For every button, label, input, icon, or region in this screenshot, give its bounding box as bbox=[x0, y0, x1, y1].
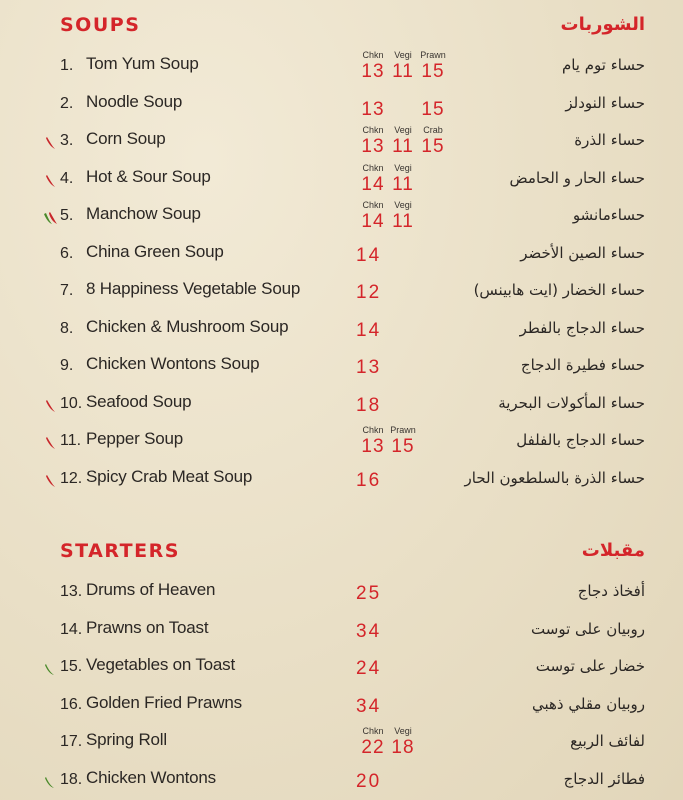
item-name: Noodle Soup bbox=[86, 91, 183, 111]
menu-item-row bbox=[0, 614, 683, 650]
price-value: 15 bbox=[391, 436, 415, 457]
menu-item-row bbox=[0, 125, 683, 161]
price-option-label: Chkn bbox=[362, 125, 384, 135]
price-value: 13 bbox=[356, 357, 382, 378]
item-number: 11. bbox=[60, 432, 82, 449]
price-option bbox=[386, 50, 420, 83]
item-name: Drums of Heaven bbox=[86, 580, 216, 599]
menu-item-row bbox=[0, 88, 683, 124]
price-value: 22 bbox=[361, 737, 385, 758]
item-number: 1. bbox=[60, 57, 74, 74]
price-value: 20 bbox=[356, 770, 382, 792]
green-chili-icon bbox=[44, 661, 56, 675]
price-value: 13 bbox=[361, 98, 385, 120]
price-value: 13 bbox=[361, 136, 385, 157]
price-option-label: Chkn bbox=[362, 425, 384, 435]
price-option bbox=[356, 425, 390, 458]
menu-item-row bbox=[0, 764, 683, 800]
price-option-label: Chkn bbox=[362, 200, 384, 210]
item-name-arabic: حساء الخضار (ايت هابينس) bbox=[473, 281, 645, 299]
item-number: 2. bbox=[60, 94, 74, 112]
price-value: 14 bbox=[356, 319, 382, 341]
price-value: 15 bbox=[421, 61, 445, 82]
item-name-arabic: حساء الذرة bbox=[574, 131, 645, 149]
item-number: 17. bbox=[60, 733, 83, 750]
price-value: 14 bbox=[361, 173, 385, 195]
starters-title: STARTERS bbox=[60, 540, 180, 562]
price-value: 11 bbox=[392, 173, 414, 195]
red-green-chili-icon bbox=[44, 210, 56, 224]
price-option bbox=[416, 88, 450, 121]
green-chili-icon bbox=[44, 774, 56, 788]
price-value: 18 bbox=[391, 737, 415, 758]
price-option bbox=[356, 200, 390, 233]
price-value: 34 bbox=[356, 620, 382, 642]
item-name: Spring Roll bbox=[86, 730, 167, 749]
item-number: 16. bbox=[60, 695, 83, 713]
price-option-label: Vegi bbox=[394, 50, 412, 60]
menu-item-row bbox=[0, 350, 683, 386]
price-value: 24 bbox=[356, 658, 382, 679]
menu-item-row bbox=[0, 576, 683, 612]
item-name-arabic: لفائف الربيع bbox=[570, 732, 645, 750]
item-name: Seafood Soup bbox=[86, 391, 192, 411]
menu-item-row bbox=[0, 425, 683, 461]
price-option bbox=[416, 50, 450, 83]
price-option bbox=[386, 425, 420, 458]
soups-title: SOUPS bbox=[60, 14, 141, 36]
price-option-label: Vegi bbox=[394, 200, 412, 210]
item-name: Chicken & Mushroom Soup bbox=[86, 316, 289, 336]
price-option bbox=[386, 125, 420, 158]
menu-item-row bbox=[0, 163, 683, 199]
item-number: 15. bbox=[60, 658, 83, 675]
price-option-label: Chkn bbox=[362, 162, 384, 173]
item-name-arabic: حساء الدجاج بالفطر bbox=[519, 318, 645, 337]
menu-item-row bbox=[0, 463, 683, 499]
item-name-arabic: فطائر الدجاج bbox=[563, 769, 645, 788]
menu-item-row bbox=[0, 689, 683, 725]
menu-item-row bbox=[0, 388, 683, 424]
item-number: 7. bbox=[60, 282, 74, 299]
item-number: 4. bbox=[60, 169, 74, 187]
price-option bbox=[356, 88, 390, 121]
menu-item-row bbox=[0, 50, 683, 86]
price-option-label: Prawn bbox=[390, 425, 416, 435]
price-value: 13 bbox=[361, 436, 385, 457]
price-option bbox=[386, 200, 420, 233]
item-number: 6. bbox=[60, 244, 74, 262]
price-option bbox=[356, 125, 390, 158]
item-number: 3. bbox=[60, 132, 74, 149]
item-name: China Green Soup bbox=[86, 241, 224, 261]
item-number: 8. bbox=[60, 319, 74, 337]
red-chili-icon bbox=[44, 173, 56, 187]
price-value: 15 bbox=[421, 98, 445, 120]
price-option-label bbox=[386, 88, 420, 99]
item-name-arabic: حساء الدجاج بالفلفل bbox=[516, 431, 645, 449]
menu-item-row bbox=[0, 200, 683, 236]
price-value: 25 bbox=[356, 583, 382, 604]
item-name-arabic: حساء المأكولات البحرية bbox=[498, 393, 645, 412]
price-option-label: Vegi bbox=[394, 726, 412, 736]
item-number: 13. bbox=[60, 583, 83, 600]
price-value: 34 bbox=[356, 695, 382, 717]
item-name: Spicy Crab Meat Soup bbox=[86, 466, 253, 486]
item-name-arabic: حساءمانشو bbox=[572, 206, 645, 224]
item-name-arabic: أفخاذ دجاج bbox=[577, 582, 645, 600]
price-option-label: Chkn bbox=[362, 726, 384, 736]
item-name: Chicken Wontons Soup bbox=[86, 354, 260, 373]
price-option-label: Vegi bbox=[394, 125, 412, 135]
item-name: Manchow Soup bbox=[86, 204, 201, 223]
price-option bbox=[356, 50, 390, 83]
item-number: 5. bbox=[60, 207, 74, 224]
item-name: Tom Yum Soup bbox=[86, 54, 199, 73]
item-name-arabic: خضار على توست bbox=[535, 657, 645, 675]
menu-item-row bbox=[0, 726, 683, 762]
item-name-arabic: حساء الذرة بالسلطعون الحار bbox=[464, 468, 645, 487]
item-name: Vegetables on Toast bbox=[86, 655, 236, 674]
price-value: 14 bbox=[361, 211, 385, 232]
menu-item-row bbox=[0, 313, 683, 349]
price-value: 11 bbox=[392, 61, 414, 82]
price-option bbox=[416, 125, 450, 158]
red-chili-icon bbox=[44, 435, 56, 449]
item-number: 9. bbox=[60, 357, 74, 374]
price-option-label: Chkn bbox=[362, 50, 384, 60]
item-name: 8 Happiness Vegetable Soup bbox=[86, 279, 301, 298]
item-number: 10. bbox=[60, 394, 83, 412]
item-name-arabic: حساء فطيرة الدجاج bbox=[520, 356, 645, 374]
price-option bbox=[386, 88, 420, 99]
price-option-label: Vegi bbox=[394, 162, 412, 173]
item-name-arabic: حساء الصين الأخضر bbox=[520, 243, 645, 262]
price-option bbox=[386, 163, 420, 196]
price-value: 13 bbox=[361, 61, 385, 82]
item-name: Corn Soup bbox=[86, 129, 166, 148]
price-value: 11 bbox=[392, 136, 414, 157]
price-value: 18 bbox=[356, 394, 382, 416]
price-option bbox=[356, 163, 390, 196]
item-name-arabic: حساء الحار و الحامض bbox=[509, 168, 645, 187]
menu-item-row bbox=[0, 275, 683, 311]
price-option bbox=[386, 726, 420, 759]
price-value: 11 bbox=[392, 211, 414, 232]
item-name-arabic: روبيان مقلي ذهبي bbox=[531, 694, 645, 713]
starters-title-arabic: مقبلات bbox=[581, 540, 645, 561]
red-chili-icon bbox=[44, 473, 56, 487]
price-value: 15 bbox=[421, 136, 445, 157]
menu-item-row bbox=[0, 238, 683, 274]
item-number: 14. bbox=[60, 620, 83, 638]
item-name-arabic: روبيان على توست bbox=[531, 619, 645, 638]
item-name: Golden Fried Prawns bbox=[86, 692, 242, 712]
red-chili-icon bbox=[44, 398, 56, 412]
price-option-label: Crab bbox=[423, 125, 443, 135]
price-value: 12 bbox=[356, 282, 382, 303]
price-value: 14 bbox=[356, 244, 382, 266]
item-name: Hot & Sour Soup bbox=[86, 166, 211, 186]
price-option-label bbox=[416, 88, 450, 99]
item-number: 12. bbox=[60, 469, 83, 487]
price-option-label: Prawn bbox=[420, 50, 446, 60]
item-name-arabic: حساء النودلز bbox=[565, 93, 645, 112]
price-option bbox=[356, 726, 390, 759]
price-option-label bbox=[356, 88, 390, 99]
soups-title-arabic: الشوربات bbox=[560, 14, 645, 35]
menu-item-row bbox=[0, 651, 683, 687]
item-name-arabic: حساء توم يام bbox=[561, 56, 645, 74]
item-name: Pepper Soup bbox=[86, 429, 184, 448]
item-name: Chicken Wontons bbox=[86, 767, 216, 787]
item-number: 18. bbox=[60, 770, 83, 788]
price-value: 16 bbox=[356, 469, 382, 491]
red-chili-icon bbox=[44, 135, 56, 149]
item-name: Prawns on Toast bbox=[86, 617, 209, 637]
